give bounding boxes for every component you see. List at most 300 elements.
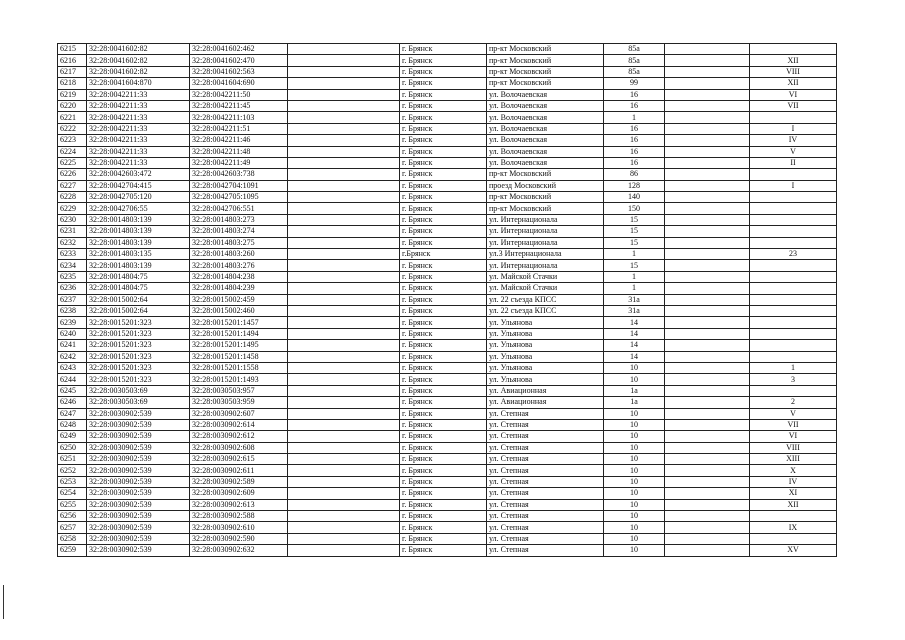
cell-building-column <box>665 203 750 214</box>
cell-object-cadastral-number: 32:28:0030902:614 <box>190 419 288 430</box>
cell-building-column <box>665 442 750 453</box>
cell-city: г. Брянск <box>400 260 487 271</box>
cell-row-number: 6218 <box>58 78 87 89</box>
cell-row-number: 6241 <box>58 340 87 351</box>
cell-building-column <box>665 476 750 487</box>
cell-apartment-number: IV <box>750 476 837 487</box>
table-row <box>58 431 837 442</box>
cell-building-column <box>665 192 750 203</box>
table-row <box>58 100 837 111</box>
cell-building-column <box>665 180 750 191</box>
cell-apartment-number <box>750 203 837 214</box>
cell-building-column <box>665 397 750 408</box>
cell-building-column <box>665 465 750 476</box>
cell-house-number: 16 <box>604 123 665 134</box>
cell-city: г. Брянск <box>400 397 487 408</box>
cell-house-number: 14 <box>604 351 665 362</box>
cell-city: г. Брянск <box>400 522 487 533</box>
cell-building-column <box>665 146 750 157</box>
cell-parcel-cadastral-number: 32:28:0014804:75 <box>87 283 190 294</box>
cell-parcel-cadastral-number: 32:28:0030902:539 <box>87 522 190 533</box>
cell-house-number: 10 <box>604 476 665 487</box>
cell-city: г. Брянск <box>400 454 487 465</box>
cell-house-number: 99 <box>604 78 665 89</box>
cell-city: г. Брянск <box>400 431 487 442</box>
cell-street: ул. Степная <box>487 533 604 544</box>
table-row <box>58 271 837 282</box>
cell-row-number: 6230 <box>58 214 87 225</box>
cell-building-column <box>665 89 750 100</box>
cell-house-number: 10 <box>604 419 665 430</box>
cell-city: г. Брянск <box>400 351 487 362</box>
cell-street: ул. Волочаевская <box>487 157 604 168</box>
cell-house-number: 1 <box>604 249 665 260</box>
cell-object-cadastral-number: 32:28:0015201:1457 <box>190 317 288 328</box>
cell-street: ул. Ульянова <box>487 362 604 373</box>
cell-extra-column <box>288 533 400 544</box>
cell-city: г. Брянск <box>400 180 487 191</box>
cell-street: ул. Степная <box>487 454 604 465</box>
cell-parcel-cadastral-number: 32:28:0042211:33 <box>87 135 190 146</box>
table-row <box>58 66 837 77</box>
cell-building-column <box>665 294 750 305</box>
cell-house-number: 16 <box>604 157 665 168</box>
cell-apartment-number <box>750 385 837 396</box>
cell-house-number: 1 <box>604 283 665 294</box>
cell-city: г. Брянск <box>400 78 487 89</box>
cell-object-cadastral-number: 32:28:0042704:1091 <box>190 180 288 191</box>
table-row <box>58 89 837 100</box>
cell-object-cadastral-number: 32:28:0042211:46 <box>190 135 288 146</box>
cell-apartment-number: VI <box>750 431 837 442</box>
cell-building-column <box>665 351 750 362</box>
cell-parcel-cadastral-number: 32:28:0030902:539 <box>87 488 190 499</box>
table-row <box>58 351 837 362</box>
cell-building-column <box>665 511 750 522</box>
cell-parcel-cadastral-number: 32:28:0042211:33 <box>87 123 190 134</box>
cell-building-column <box>665 408 750 419</box>
cell-row-number: 6223 <box>58 135 87 146</box>
cell-city: г. Брянск <box>400 442 487 453</box>
cell-row-number: 6215 <box>58 44 87 55</box>
cell-city: г. Брянск <box>400 305 487 316</box>
table-row <box>58 203 837 214</box>
table-row <box>58 249 837 260</box>
cell-extra-column <box>288 294 400 305</box>
table-row <box>58 55 837 66</box>
cell-building-column <box>665 454 750 465</box>
cell-house-number: 10 <box>604 511 665 522</box>
cell-city: г. Брянск <box>400 192 487 203</box>
cell-parcel-cadastral-number: 32:28:0042211:33 <box>87 100 190 111</box>
cell-apartment-number: VII <box>750 419 837 430</box>
cell-house-number: 1а <box>604 397 665 408</box>
cell-parcel-cadastral-number: 32:28:0030902:539 <box>87 431 190 442</box>
table-row <box>58 476 837 487</box>
cell-row-number: 6231 <box>58 226 87 237</box>
cell-street: ул. Степная <box>487 476 604 487</box>
table-row <box>58 488 837 499</box>
cell-city: г. Брянск <box>400 237 487 248</box>
cell-city: г. Брянск <box>400 408 487 419</box>
cell-apartment-number <box>750 214 837 225</box>
cell-street: ул. 22 съезда КПСС <box>487 305 604 316</box>
cell-object-cadastral-number: 32:28:0042211:45 <box>190 100 288 111</box>
cell-extra-column <box>288 44 400 55</box>
cell-building-column <box>665 157 750 168</box>
cell-extra-column <box>288 146 400 157</box>
cell-object-cadastral-number: 32:28:0042211:50 <box>190 89 288 100</box>
cell-parcel-cadastral-number: 32:28:0015201:323 <box>87 328 190 339</box>
cell-street: ул. Волочаевская <box>487 123 604 134</box>
cell-extra-column <box>288 226 400 237</box>
cell-row-number: 6219 <box>58 89 87 100</box>
cell-street: ул. Ульянова <box>487 351 604 362</box>
cell-house-number: 15 <box>604 237 665 248</box>
cell-city: г. Брянск <box>400 533 487 544</box>
cell-house-number: 140 <box>604 192 665 203</box>
cell-apartment-number: XV <box>750 545 837 556</box>
cell-row-number: 6239 <box>58 317 87 328</box>
cell-building-column <box>665 499 750 510</box>
cell-extra-column <box>288 454 400 465</box>
cell-building-column <box>665 237 750 248</box>
cell-extra-column <box>288 260 400 271</box>
cell-house-number: 10 <box>604 465 665 476</box>
cell-apartment-number <box>750 237 837 248</box>
cell-building-column <box>665 123 750 134</box>
cell-apartment-number: VI <box>750 89 837 100</box>
cell-house-number: 10 <box>604 499 665 510</box>
cell-row-number: 6229 <box>58 203 87 214</box>
cell-apartment-number: II <box>750 157 837 168</box>
cell-parcel-cadastral-number: 32:28:0030902:539 <box>87 454 190 465</box>
cell-parcel-cadastral-number: 32:28:0042603:472 <box>87 169 190 180</box>
table-row <box>58 123 837 134</box>
cell-house-number: 10 <box>604 522 665 533</box>
cell-row-number: 6234 <box>58 260 87 271</box>
cell-parcel-cadastral-number: 32:28:0030902:539 <box>87 499 190 510</box>
cell-extra-column <box>288 89 400 100</box>
cell-building-column <box>665 362 750 373</box>
cell-building-column <box>665 283 750 294</box>
cell-object-cadastral-number: 32:28:0042705:1095 <box>190 192 288 203</box>
cell-object-cadastral-number: 32:28:0015002:460 <box>190 305 288 316</box>
registry-table <box>57 43 837 557</box>
cell-city: г. Брянск <box>400 214 487 225</box>
cell-street: пр-кт Московский <box>487 203 604 214</box>
table-body <box>58 44 837 557</box>
table-row <box>58 374 837 385</box>
cell-row-number: 6216 <box>58 55 87 66</box>
cell-building-column <box>665 55 750 66</box>
cell-parcel-cadastral-number: 32:28:0015201:323 <box>87 317 190 328</box>
cell-city: г. Брянск <box>400 100 487 111</box>
cell-object-cadastral-number: 32:28:0014803:274 <box>190 226 288 237</box>
cell-parcel-cadastral-number: 32:28:0042704:415 <box>87 180 190 191</box>
cell-house-number: 15 <box>604 260 665 271</box>
cell-building-column <box>665 66 750 77</box>
cell-row-number: 6236 <box>58 283 87 294</box>
cell-city: г. Брянск <box>400 146 487 157</box>
cell-city: г. Брянск <box>400 545 487 556</box>
cell-row-number: 6250 <box>58 442 87 453</box>
cell-row-number: 6222 <box>58 123 87 134</box>
cell-apartment-number: XII <box>750 55 837 66</box>
cell-city: г. Брянск <box>400 340 487 351</box>
cell-parcel-cadastral-number: 32:28:0041604:870 <box>87 78 190 89</box>
cell-row-number: 6253 <box>58 476 87 487</box>
cell-object-cadastral-number: 32:28:0014804:239 <box>190 283 288 294</box>
cell-apartment-number: V <box>750 408 837 419</box>
cell-object-cadastral-number: 32:28:0042211:51 <box>190 123 288 134</box>
cell-extra-column <box>288 55 400 66</box>
cell-object-cadastral-number: 32:28:0042211:49 <box>190 157 288 168</box>
table-row <box>58 146 837 157</box>
cell-row-number: 6246 <box>58 397 87 408</box>
cell-object-cadastral-number: 32:28:0042603:738 <box>190 169 288 180</box>
cell-house-number: 85а <box>604 55 665 66</box>
cell-street: ул. Волочаевская <box>487 89 604 100</box>
cell-street: ул. Степная <box>487 442 604 453</box>
cell-object-cadastral-number: 32:28:0015201:1495 <box>190 340 288 351</box>
cell-street: ул. Авиационная <box>487 385 604 396</box>
table-row <box>58 454 837 465</box>
cell-parcel-cadastral-number: 32:28:0015002:64 <box>87 294 190 305</box>
cell-row-number: 6251 <box>58 454 87 465</box>
cell-street: проезд Московский <box>487 180 604 191</box>
cell-object-cadastral-number: 32:28:0015002:459 <box>190 294 288 305</box>
cell-apartment-number: I <box>750 180 837 191</box>
cell-row-number: 6224 <box>58 146 87 157</box>
cell-object-cadastral-number: 32:28:0030902:632 <box>190 545 288 556</box>
cell-city: г. Брянск <box>400 89 487 100</box>
cell-row-number: 6225 <box>58 157 87 168</box>
cell-extra-column <box>288 78 400 89</box>
cell-building-column <box>665 419 750 430</box>
cell-house-number: 15 <box>604 214 665 225</box>
cell-city: г. Брянск <box>400 419 487 430</box>
cell-apartment-number: XII <box>750 499 837 510</box>
cell-street: ул. Интернационала <box>487 214 604 225</box>
cell-extra-column <box>288 488 400 499</box>
cell-parcel-cadastral-number: 32:28:0042705:120 <box>87 192 190 203</box>
cell-city: г. Брянск <box>400 465 487 476</box>
cell-city: г. Брянск <box>400 135 487 146</box>
cell-house-number: 14 <box>604 317 665 328</box>
cell-building-column <box>665 100 750 111</box>
cell-house-number: 86 <box>604 169 665 180</box>
cell-extra-column <box>288 249 400 260</box>
cell-house-number: 10 <box>604 374 665 385</box>
table-row <box>58 545 837 556</box>
cell-street: ул. Степная <box>487 545 604 556</box>
cell-apartment-number <box>750 226 837 237</box>
table-row <box>58 511 837 522</box>
cell-house-number: 10 <box>604 454 665 465</box>
cell-row-number: 6242 <box>58 351 87 362</box>
cell-row-number: 6235 <box>58 271 87 282</box>
cell-apartment-number <box>750 44 837 55</box>
cell-street: ул. Степная <box>487 499 604 510</box>
cell-extra-column <box>288 214 400 225</box>
cell-extra-column <box>288 442 400 453</box>
table-row <box>58 419 837 430</box>
cell-object-cadastral-number: 32:28:0015201:1558 <box>190 362 288 373</box>
cell-city: г. Брянск <box>400 55 487 66</box>
cell-house-number: 16 <box>604 89 665 100</box>
cell-extra-column <box>288 362 400 373</box>
cell-parcel-cadastral-number: 32:28:0030503:69 <box>87 397 190 408</box>
cell-building-column <box>665 260 750 271</box>
cell-object-cadastral-number: 32:28:0041602:462 <box>190 44 288 55</box>
cell-extra-column <box>288 180 400 191</box>
cell-building-column <box>665 78 750 89</box>
cell-apartment-number: 3 <box>750 374 837 385</box>
cell-house-number: 1а <box>604 385 665 396</box>
cell-city: г.Брянск <box>400 249 487 260</box>
cell-extra-column <box>288 237 400 248</box>
cell-parcel-cadastral-number: 32:28:0030902:539 <box>87 419 190 430</box>
cell-row-number: 6256 <box>58 511 87 522</box>
cell-parcel-cadastral-number: 32:28:0030902:539 <box>87 408 190 419</box>
cell-row-number: 6249 <box>58 431 87 442</box>
cell-house-number: 10 <box>604 545 665 556</box>
cell-building-column <box>665 488 750 499</box>
table-row <box>58 522 837 533</box>
cell-parcel-cadastral-number: 32:28:0030902:539 <box>87 545 190 556</box>
cell-building-column <box>665 112 750 123</box>
cell-city: г. Брянск <box>400 499 487 510</box>
table-row <box>58 385 837 396</box>
table-row <box>58 317 837 328</box>
cell-building-column <box>665 271 750 282</box>
table-row <box>58 260 837 271</box>
cell-apartment-number <box>750 294 837 305</box>
cell-building-column <box>665 214 750 225</box>
cell-house-number: 85а <box>604 66 665 77</box>
cell-house-number: 16 <box>604 100 665 111</box>
table-row <box>58 465 837 476</box>
cell-extra-column <box>288 522 400 533</box>
cell-house-number: 31а <box>604 305 665 316</box>
cell-extra-column <box>288 408 400 419</box>
cell-house-number: 10 <box>604 408 665 419</box>
cell-object-cadastral-number: 32:28:0015201:1493 <box>190 374 288 385</box>
table-row <box>58 157 837 168</box>
cell-extra-column <box>288 192 400 203</box>
cell-street: ул. Степная <box>487 408 604 419</box>
cell-city: г. Брянск <box>400 157 487 168</box>
cell-street: ул. Степная <box>487 488 604 499</box>
cell-street: ул. Ульянова <box>487 317 604 328</box>
table-row <box>58 78 837 89</box>
cell-street: ул. Волочаевская <box>487 112 604 123</box>
cell-apartment-number: I <box>750 123 837 134</box>
cell-parcel-cadastral-number: 32:28:0030902:539 <box>87 465 190 476</box>
cell-apartment-number <box>750 112 837 123</box>
cell-row-number: 6238 <box>58 305 87 316</box>
cell-house-number: 10 <box>604 442 665 453</box>
cell-parcel-cadastral-number: 32:28:0042211:33 <box>87 112 190 123</box>
cell-parcel-cadastral-number: 32:28:0042706:55 <box>87 203 190 214</box>
cell-extra-column <box>288 169 400 180</box>
cell-parcel-cadastral-number: 32:28:0041602:82 <box>87 44 190 55</box>
cell-apartment-number: 1 <box>750 362 837 373</box>
cell-parcel-cadastral-number: 32:28:0030902:539 <box>87 511 190 522</box>
cell-parcel-cadastral-number: 32:28:0015201:323 <box>87 340 190 351</box>
cell-house-number: 14 <box>604 328 665 339</box>
cell-building-column <box>665 374 750 385</box>
cell-apartment-number <box>750 260 837 271</box>
cell-row-number: 6257 <box>58 522 87 533</box>
cell-building-column <box>665 522 750 533</box>
cell-house-number: 16 <box>604 135 665 146</box>
cell-apartment-number <box>750 328 837 339</box>
cell-apartment-number <box>750 169 837 180</box>
table-row <box>58 135 837 146</box>
cell-parcel-cadastral-number: 32:28:0042211:33 <box>87 146 190 157</box>
cell-city: г. Брянск <box>400 488 487 499</box>
table-row <box>58 442 837 453</box>
table-row <box>58 340 837 351</box>
cell-extra-column <box>288 419 400 430</box>
cell-extra-column <box>288 135 400 146</box>
cell-city: г. Брянск <box>400 44 487 55</box>
table-row <box>58 294 837 305</box>
cell-parcel-cadastral-number: 32:28:0015002:64 <box>87 305 190 316</box>
cell-street: ул. Интернационала <box>487 237 604 248</box>
table-row <box>58 328 837 339</box>
cell-street: ул. Степная <box>487 419 604 430</box>
table-row <box>58 499 837 510</box>
cell-extra-column <box>288 431 400 442</box>
cell-object-cadastral-number: 32:28:0042211:103 <box>190 112 288 123</box>
table-row <box>58 192 837 203</box>
cell-house-number: 10 <box>604 431 665 442</box>
cell-apartment-number <box>750 271 837 282</box>
cell-extra-column <box>288 100 400 111</box>
cell-building-column <box>665 135 750 146</box>
table-row <box>58 283 837 294</box>
cell-row-number: 6221 <box>58 112 87 123</box>
cell-row-number: 6245 <box>58 385 87 396</box>
cell-row-number: 6227 <box>58 180 87 191</box>
cell-object-cadastral-number: 32:28:0030902:608 <box>190 442 288 453</box>
table-row <box>58 362 837 373</box>
cell-apartment-number: VIII <box>750 442 837 453</box>
registry-table-container <box>57 43 837 557</box>
cell-city: г. Брянск <box>400 362 487 373</box>
table-row <box>58 305 837 316</box>
cell-extra-column <box>288 305 400 316</box>
cell-street: ул.3 Интернационала <box>487 249 604 260</box>
cell-street: ул. Степная <box>487 431 604 442</box>
cell-house-number: 128 <box>604 180 665 191</box>
cell-street: пр-кт Московский <box>487 192 604 203</box>
cell-row-number: 6255 <box>58 499 87 510</box>
cell-street: пр-кт Московский <box>487 169 604 180</box>
cell-street: ул. Ульянова <box>487 374 604 385</box>
cell-house-number: 10 <box>604 488 665 499</box>
cell-street: пр-кт Московский <box>487 66 604 77</box>
cell-street: ул. Волочаевская <box>487 135 604 146</box>
cell-row-number: 6259 <box>58 545 87 556</box>
cell-city: г. Брянск <box>400 112 487 123</box>
cell-street: ул. Майской Стачки <box>487 271 604 282</box>
table-row <box>58 237 837 248</box>
cell-city: г. Брянск <box>400 317 487 328</box>
